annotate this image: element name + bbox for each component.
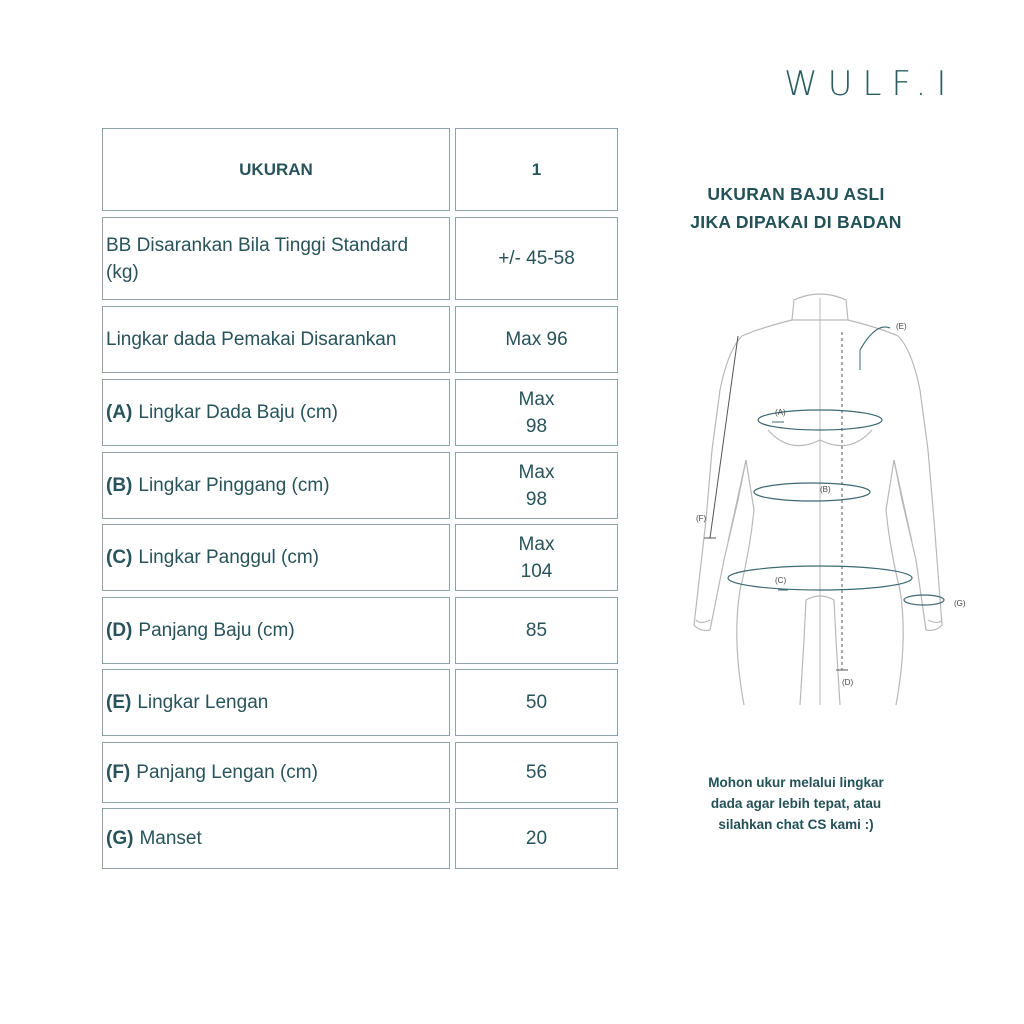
row-label-text: BB Disarankan Bila Tinggi Standard (kg) [106,234,409,283]
table-header-size [455,128,618,211]
table-row-value [455,669,618,736]
table-row-value [455,597,618,664]
note-line-2: dada agar lebih tepat, atau [710,796,882,811]
brand-logo: WULF.I [784,64,957,104]
table-row-label [102,306,450,373]
measurement-title [650,180,942,236]
row-code: (E) [106,692,132,713]
table-row-value [455,524,618,591]
table-row-label [102,452,450,519]
table-row-value [455,306,618,373]
row-value-text: 20 [525,828,548,849]
measurement-note [680,772,912,835]
row-label-text: Panjang Baju (cm) [138,620,295,641]
row-code: (B) [106,475,133,496]
table-row-label [102,524,450,591]
row-value-text: Max 98 [518,388,555,437]
row-label-text: Lingkar Pinggang (cm) [138,475,330,496]
label-b: (B) [820,485,831,494]
row-value-text: 85 [525,620,548,641]
row-value-text: Max 104 [518,533,555,582]
row-code: (C) [106,547,133,568]
mannequin-diagram [680,280,980,720]
note-line-3: silahkan chat CS kami :) [718,817,874,832]
row-label-text: Lingkar Panggul (cm) [138,547,319,568]
table-row-label [102,742,450,803]
row-label-text: Lingkar dada Pemakai Disarankan [106,329,397,350]
header-label-text: UKURAN [239,160,313,179]
row-value-text: +/- 45-58 [498,248,575,269]
label-d: (D) [842,678,854,687]
row-value-text: Max 98 [518,461,555,510]
row-code: (D) [106,620,133,641]
table-row-label [102,379,450,446]
table-row-label [102,217,450,300]
header-size-text: 1 [531,160,542,179]
table-row-value [455,217,618,300]
row-label-text: Lingkar Dada Baju (cm) [138,402,338,423]
label-f: (F) [696,514,707,523]
row-value-text: Max 96 [505,329,568,350]
row-code: (F) [106,762,131,783]
row-code: (A) [106,402,133,423]
note-line-1: Mohon ukur melalui lingkar [708,775,884,790]
title-line-1: UKURAN BAJU ASLI [707,184,885,204]
row-label-text: Panjang Lengan (cm) [136,762,318,783]
table-row-value [455,379,618,446]
label-e: (E) [896,322,907,331]
table-row-value [455,452,618,519]
row-value-text: 56 [525,762,548,783]
title-line-2: JIKA DIPAKAI DI BADAN [690,212,902,232]
table-header-label [102,128,450,211]
table-row-label [102,808,450,869]
row-label-text: Manset [139,828,202,849]
label-g: (G) [954,599,966,608]
label-c: (C) [775,576,787,585]
table-row-label [102,597,450,664]
table-row-value [455,808,618,869]
table-row-value [455,742,618,803]
row-label-text: Lingkar Lengan [137,692,269,713]
row-code: (G) [106,828,134,849]
table-row-label [102,669,450,736]
row-value-text: 50 [525,692,548,713]
label-a: (A) [775,408,786,417]
